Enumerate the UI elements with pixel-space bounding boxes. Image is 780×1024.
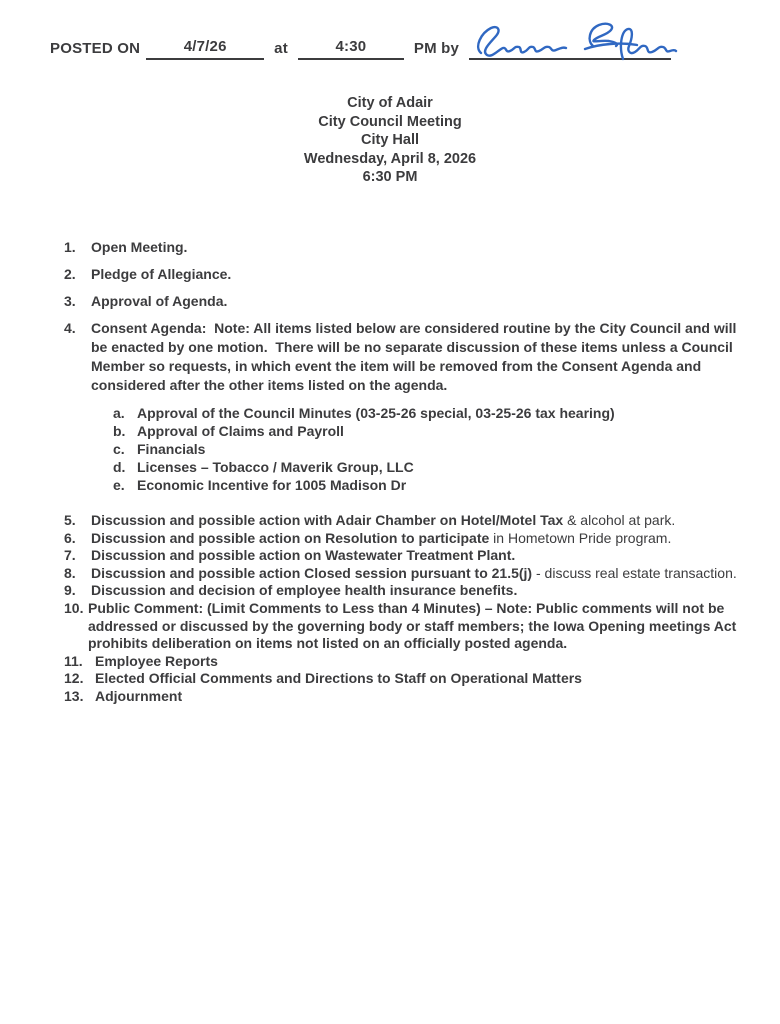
agenda-item-text <box>91 320 740 393</box>
agenda-item-number: 4. <box>64 320 76 336</box>
agenda-item-text <box>91 565 737 581</box>
sub-item-letter: a. <box>113 405 125 421</box>
agenda-item-body <box>91 319 756 504</box>
agenda-item-text <box>88 600 740 651</box>
agenda-item <box>64 238 756 257</box>
consent-sub-item <box>91 440 756 458</box>
agenda-item <box>64 582 756 600</box>
agenda-item <box>64 512 756 530</box>
agenda-item <box>64 688 756 706</box>
agenda-item-number: 10. <box>64 599 84 616</box>
sub-item-letter: c. <box>113 441 125 457</box>
sub-item-text: Economic Incentive for 1005 Madison Dr <box>137 477 407 493</box>
agenda-item-body <box>91 582 756 600</box>
consent-sub-item <box>91 404 756 422</box>
consent-sub-item <box>91 458 756 476</box>
agenda-item-number: 13. <box>64 687 84 704</box>
pm-by-label: PM by <box>413 40 460 57</box>
title-line: City of Adair <box>347 95 433 111</box>
text-segment: Discussion and possible action Closed session pursuant to 21.5(j) <box>91 564 536 581</box>
agenda-item-text <box>91 512 675 528</box>
title-line: Wednesday, April 8, 2026 <box>303 150 477 167</box>
agenda-item <box>64 653 756 671</box>
text-segment: Adjournment <box>95 687 183 704</box>
text-segment: Elected Official Comments and Directions to Staff on Operational Matters <box>95 670 582 687</box>
sub-item-text: Licenses – Tobacco / Maverik Group, LLC <box>137 459 414 475</box>
agenda-item-text <box>91 239 187 255</box>
agenda-item-text <box>95 688 182 704</box>
text-segment: Employee Reports <box>95 652 218 669</box>
agenda-item-text <box>91 547 515 563</box>
sub-item-letter: d. <box>113 459 126 475</box>
agenda-item-body <box>95 653 756 671</box>
text-segment: Discussion and possible action on Wastewater Treatment Plant. <box>91 547 516 564</box>
consent-agenda-sublist <box>91 404 756 494</box>
agenda-item-number: 7. <box>64 547 76 564</box>
sub-item-text: Financials <box>137 441 206 457</box>
agenda-item-text <box>91 293 227 309</box>
consent-sub-item <box>91 422 756 440</box>
agenda-item-number: 11. <box>64 652 83 669</box>
consent-sub-item <box>91 476 756 494</box>
agenda-item-text <box>91 582 517 598</box>
agenda-item-body <box>91 265 756 284</box>
agenda-item-body <box>88 600 756 653</box>
agenda-item-number: 6. <box>64 529 76 546</box>
signature-image <box>465 17 679 65</box>
agenda-item-number: 2. <box>64 266 76 282</box>
posted-line <box>50 26 740 60</box>
agenda-item-number: 8. <box>64 564 76 581</box>
sub-item-letter: e. <box>113 477 125 493</box>
text-segment: - discuss real estate transaction. <box>536 564 737 581</box>
agenda-item-body <box>95 670 756 688</box>
agenda-item <box>64 530 756 548</box>
agenda-item-body <box>91 292 756 311</box>
agenda-item-text <box>95 670 582 686</box>
title-block <box>0 94 780 187</box>
at-label: at <box>274 40 288 57</box>
agenda-item-number: 9. <box>64 582 76 599</box>
agenda-item <box>64 565 756 583</box>
posted-time-value: 4:30 <box>335 38 367 55</box>
title-line: 6:30 PM <box>362 169 418 185</box>
agenda-item-number: 1. <box>64 239 76 255</box>
text-segment: & alcohol at park. <box>567 512 676 528</box>
signature-field <box>469 21 671 60</box>
title-line: City Council Meeting <box>318 113 462 130</box>
agenda-item-body <box>91 512 756 530</box>
agenda-item-text <box>91 530 671 546</box>
text-segment: Discussion and possible action on Resolution to participate <box>91 529 494 546</box>
agenda-item <box>64 319 756 504</box>
text-segment: Open Meeting. <box>91 239 188 255</box>
text-segment: Public Comment: (Limit Comments to Less than 4 Minutes) – Note: Public comments will not be addressed or discussed by the governing body or staff members; the Iowa Opening meetings Act prohibits deliberation on items not listed on an officially posted agenda. <box>88 599 741 652</box>
posted-time-field <box>298 38 404 60</box>
posted-date-value: 4/7/26 <box>183 38 227 55</box>
agenda-item-text <box>95 653 218 669</box>
agenda-item-text <box>91 266 231 282</box>
agenda-item-body <box>91 547 756 565</box>
agenda-item-number: 3. <box>64 293 76 309</box>
agenda-item <box>64 547 756 565</box>
agenda-item <box>64 292 756 311</box>
agenda-item-body <box>95 688 756 706</box>
posted-date-field <box>146 38 264 60</box>
agenda-item <box>64 265 756 284</box>
sub-item-letter: b. <box>113 423 126 439</box>
text-segment: Discussion and decision of employee health insurance benefits. <box>91 582 518 599</box>
text-segment: Consent Agenda: Note: All items listed below are considered routine by the City Council and will be enacted by one motion. There will be no separate discussion of these items unless a Council Member so requests, in which event the item will be removed from the Consent Agenda and considered after the other items listed on the agenda. <box>91 320 741 393</box>
agenda-list <box>64 238 756 706</box>
agenda-item-body <box>91 565 756 583</box>
text-segment: Pledge of Allegiance. <box>91 266 232 282</box>
sub-item-text: Approval of the Council Minutes (03-25-26 special, 03-25-26 tax hearing) <box>137 405 615 421</box>
agenda-item-number: 5. <box>64 512 76 528</box>
text-segment: Discussion and possible action with Adair Chamber on Hotel/Motel Tax <box>91 512 568 528</box>
agenda-item-body <box>91 530 756 548</box>
agenda-item <box>64 670 756 688</box>
agenda-item-body <box>91 238 756 257</box>
agenda-item <box>64 600 756 653</box>
posted-on-label: POSTED ON <box>50 40 141 57</box>
agenda-item-number: 12. <box>64 670 84 687</box>
title-line: City Hall <box>360 132 419 148</box>
text-segment: in Hometown Pride program. <box>493 529 672 546</box>
text-segment: Approval of Agenda. <box>91 293 228 309</box>
sub-item-text: Approval of Claims and Payroll <box>137 423 344 439</box>
